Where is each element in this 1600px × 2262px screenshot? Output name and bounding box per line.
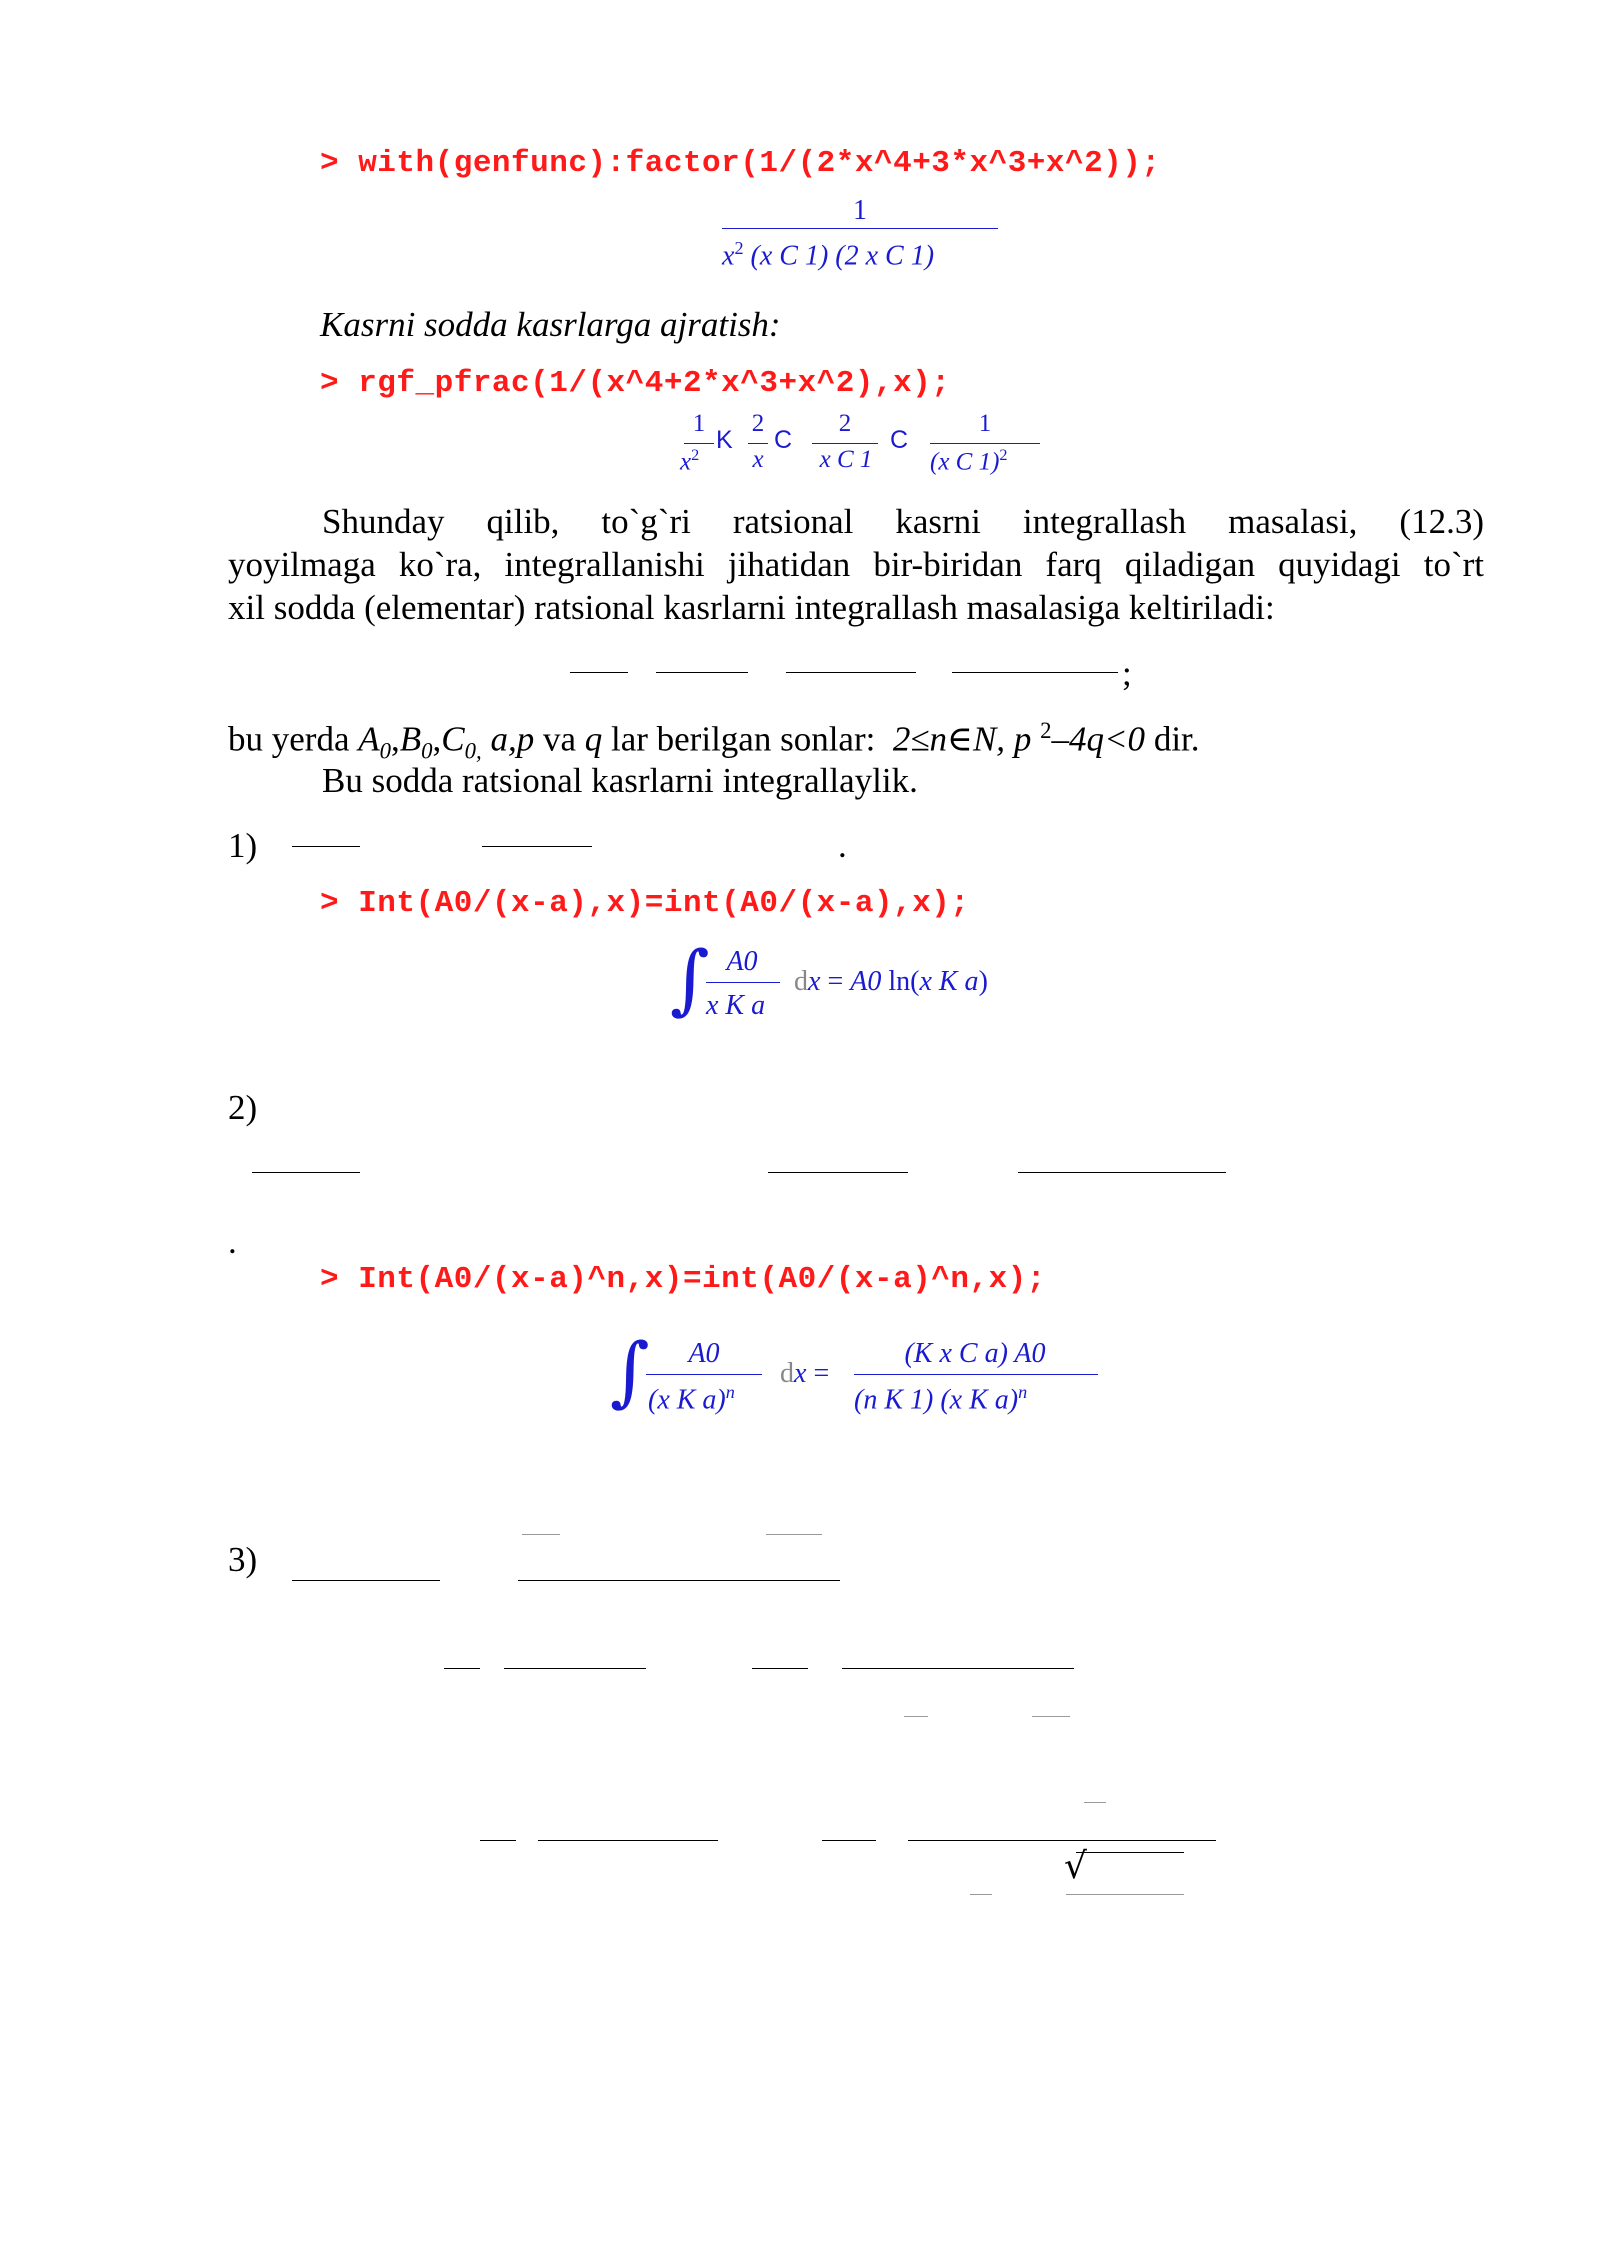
formula-placeholder-rule xyxy=(1066,1894,1184,1895)
term1-denominator: $x^2$ xyxy=(680,446,700,476)
formula-placeholder-rule xyxy=(444,1668,480,1669)
term1-bar xyxy=(684,443,714,444)
formula-placeholder-rule xyxy=(752,1668,808,1669)
item-1-dot: . xyxy=(838,826,847,865)
rhs-bar xyxy=(854,1374,1098,1375)
formula-placeholder-rule xyxy=(480,1840,516,1841)
item-1-label: 1) xyxy=(228,826,258,865)
integrand-denominator: (x K a)$^n$ xyxy=(648,1382,735,1416)
formula-placeholder-rule xyxy=(518,1580,840,1581)
formula-placeholder-rule xyxy=(908,1840,1216,1841)
output1-denominator: $x^2$ (x C 1) (2 x C 1) xyxy=(722,238,935,272)
formula-placeholder-rule xyxy=(522,1534,560,1535)
integrand-numerator: A0 xyxy=(726,946,758,977)
op-minus: K xyxy=(716,426,733,454)
formula-placeholder-rule xyxy=(538,1840,718,1841)
formula-placeholder-rule xyxy=(1018,1172,1226,1173)
rhs-denominator: (n K 1) (x K a)$^n$ xyxy=(854,1382,1028,1416)
formula-placeholder-rule xyxy=(292,846,360,847)
term3-denominator: x C 1 xyxy=(819,446,873,473)
formula-placeholder-rule xyxy=(570,672,628,673)
output2-expression xyxy=(676,410,1096,490)
formula-placeholder-rule xyxy=(952,672,1118,673)
maple-command-int-simple[interactable]: > Int(A0/(x-a),x)=int(A0/(x-a),x); xyxy=(320,886,970,921)
formula-placeholder-rule xyxy=(1084,1802,1106,1803)
maple-command-int-power[interactable]: > Int(A0/(x-a)^n,x)=int(A0/(x-a)^n,x); xyxy=(320,1262,1046,1297)
output3-expression xyxy=(670,934,1090,1040)
integrand-bar xyxy=(646,1374,762,1375)
formula-placeholder-rule xyxy=(252,1172,360,1173)
formula-placeholder-rule xyxy=(842,1668,1074,1669)
section-heading: Kasrni sodda kasrlarga ajratish: xyxy=(320,305,781,344)
output1-fraction-bar xyxy=(722,228,998,229)
integrand-numerator: A0 xyxy=(688,1338,720,1369)
formula-placeholder-rule xyxy=(822,1840,876,1841)
term4-bar xyxy=(930,443,1040,444)
term3-numerator: 2 xyxy=(838,410,852,437)
output3-rhs: dx = A0 ln(x K a) xyxy=(794,966,988,997)
op-plus: C xyxy=(774,426,793,454)
integrand-bar xyxy=(706,982,780,983)
term2-numerator: 2 xyxy=(751,410,765,437)
output4-expression xyxy=(610,1326,1130,1442)
formula-placeholder-rule xyxy=(766,1534,822,1535)
paragraph-line: xil sodda (elementar) ratsional kasrlarni integrallash masalasiga keltiriladi: xyxy=(228,588,1275,627)
paragraph-line: Shunday qilib, to`g`ri ratsional kasrni integrallash masalasi, (12.3) xyxy=(322,502,1484,541)
item-2-label: 2) xyxy=(228,1088,258,1127)
formula-placeholder-rule xyxy=(904,1716,928,1717)
op-plus: C xyxy=(890,426,909,454)
output4-dx-eq: dx = xyxy=(780,1358,830,1389)
paragraph-line: yoyilmaga ko`ra, integrallanishi jihatidan bir-biridan farq qiladigan quyidagi to`rt xyxy=(228,545,1484,584)
rhs-numerator: (K x C a) A0 xyxy=(904,1338,1046,1369)
term1-numerator: 1 xyxy=(692,410,706,437)
term4-numerator: 1 xyxy=(978,410,992,437)
formula-placeholder-rule xyxy=(1032,1716,1070,1717)
formula-placeholder-rule xyxy=(656,672,748,673)
sqrt-overbar xyxy=(1076,1852,1184,1853)
semicolon: ; xyxy=(1122,654,1132,693)
maple-command-factor[interactable]: > with(genfunc):factor(1/(2*x^4+3*x^3+x^2)); xyxy=(320,146,1161,181)
integrand-denominator: x K a xyxy=(706,990,766,1021)
formula-placeholder-rule xyxy=(768,1172,908,1173)
term3-bar xyxy=(812,443,878,444)
integral-sign: ∫ xyxy=(670,934,710,1023)
formula-placeholder-rule xyxy=(292,1580,440,1581)
item-3-label: 3) xyxy=(228,1540,258,1579)
paragraph-conditions: bu yerda $A_0,B_0,C_{0,}$ a,p va q lar berilgan sonlar: 2≤n∈N, p $^2$–4q<0 dir. xyxy=(228,718,1200,764)
formula-placeholder-rule xyxy=(504,1668,646,1669)
term2-denominator: x xyxy=(752,446,764,473)
term4-denominator: (x C 1)$^2$ xyxy=(930,446,1008,476)
paragraph-let-us-integrate: Bu sodda ratsional kasrlarni integrallaylik. xyxy=(322,761,918,800)
formula-placeholder-rule xyxy=(786,672,916,673)
sqrt-icon: √ xyxy=(1064,1846,1087,1887)
integral-sign: ∫ xyxy=(610,1326,650,1415)
item-2-dot: . xyxy=(228,1222,237,1261)
output1-numerator: 1 xyxy=(853,195,867,226)
paragraph-intro xyxy=(228,500,1484,629)
formula-placeholder-rule xyxy=(482,846,592,847)
formula-placeholder-rule xyxy=(970,1894,992,1895)
term2-bar xyxy=(748,443,768,444)
maple-command-pfrac[interactable]: > rgf_pfrac(1/(x^4+2*x^3+x^2),x); xyxy=(320,366,951,401)
